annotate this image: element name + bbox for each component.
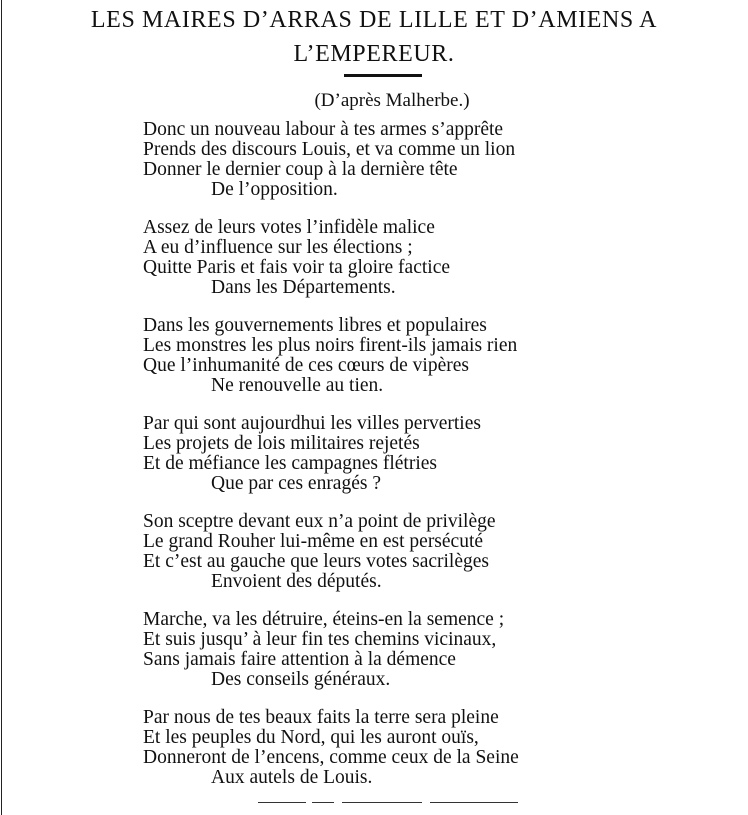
verse-line: Les monstres les plus noirs firent-ils jamais rien [143,335,518,356]
verse-line: Et de méfiance les campagnes flétries [143,453,437,474]
stanza-5 [143,512,743,592]
verse-line: Sans jamais faire attention à la démence [143,649,456,670]
title-divider-rule [344,74,422,77]
verse-line: Les projets de lois militaires rejetés [143,433,420,454]
stanza-6 [143,610,743,690]
poem-title [0,3,748,71]
stanza-4 [143,414,743,494]
verse-line-short: Que par ces enragés ? [211,473,381,494]
verse-line: Dans les gouvernements libres et populaires [143,315,487,336]
end-rule-segment [312,802,334,803]
end-rule-segment [342,802,422,803]
stanza-7 [143,708,743,788]
verse-line: Par qui sont aujourdhui les villes perverties [143,413,481,434]
verse-line: Prends des discours Louis, et va comme un lion [143,139,516,160]
verse-line-short: Des conseils généraux. [211,669,391,690]
end-ornament-rule [258,802,518,806]
verse-line-short: Ne renouvelle au tien. [211,375,384,396]
left-margin-rule [1,0,2,815]
poem-subtitle: (D’après Malherbe.) [314,90,470,111]
poem-body [143,120,743,806]
title-line-2: L’EMPEREUR. [293,41,455,67]
verse-line-short: Aux autels de Louis. [211,767,373,788]
verse-line: Et suis jusqu’ à leur fin tes chemins vicinaux, [143,629,497,650]
verse-line: Donner le dernier coup à la dernière tête [143,159,458,180]
verse-line-short: De l’opposition. [211,179,338,200]
stanza-3 [143,316,743,396]
verse-line-short: Envoient des députés. [211,571,382,592]
verse-line: Et c’est au gauche que leurs votes sacrilèges [143,551,489,572]
verse-line: Donc un nouveau labour à tes armes s’apprête [143,119,504,140]
stanza-1 [143,120,743,200]
stanza-2 [143,218,743,298]
end-rule-segment [430,802,518,803]
verse-line: Marche, va les détruire, éteins-en la semence ; [143,609,505,630]
verse-line: Et les peuples du Nord, qui les auront ouïs, [143,727,479,748]
verse-line: A eu d’influence sur les élections ; [143,237,413,258]
verse-line: Quitte Paris et fais voir ta gloire factice [143,257,451,278]
end-rule-segment [258,802,306,803]
verse-line: Par nous de tes beaux faits la terre sera pleine [143,707,499,728]
verse-line: Que l’inhumanité de ces cœurs de vipères [143,355,469,376]
verse-line: Le grand Rouher lui-même en est persécuté [143,531,484,552]
verse-line: Donneront de l’encens, comme ceux de la Seine [143,747,519,768]
verse-line: Assez de leurs votes l’infidèle malice [143,217,435,238]
verse-line-short: Dans les Départements. [211,277,396,298]
verse-line: Son sceptre devant eux n’a point de privilège [143,511,496,532]
title-line-1: LES MAIRES D’ARRAS DE LILLE ET D’AMIENS A [90,7,658,33]
